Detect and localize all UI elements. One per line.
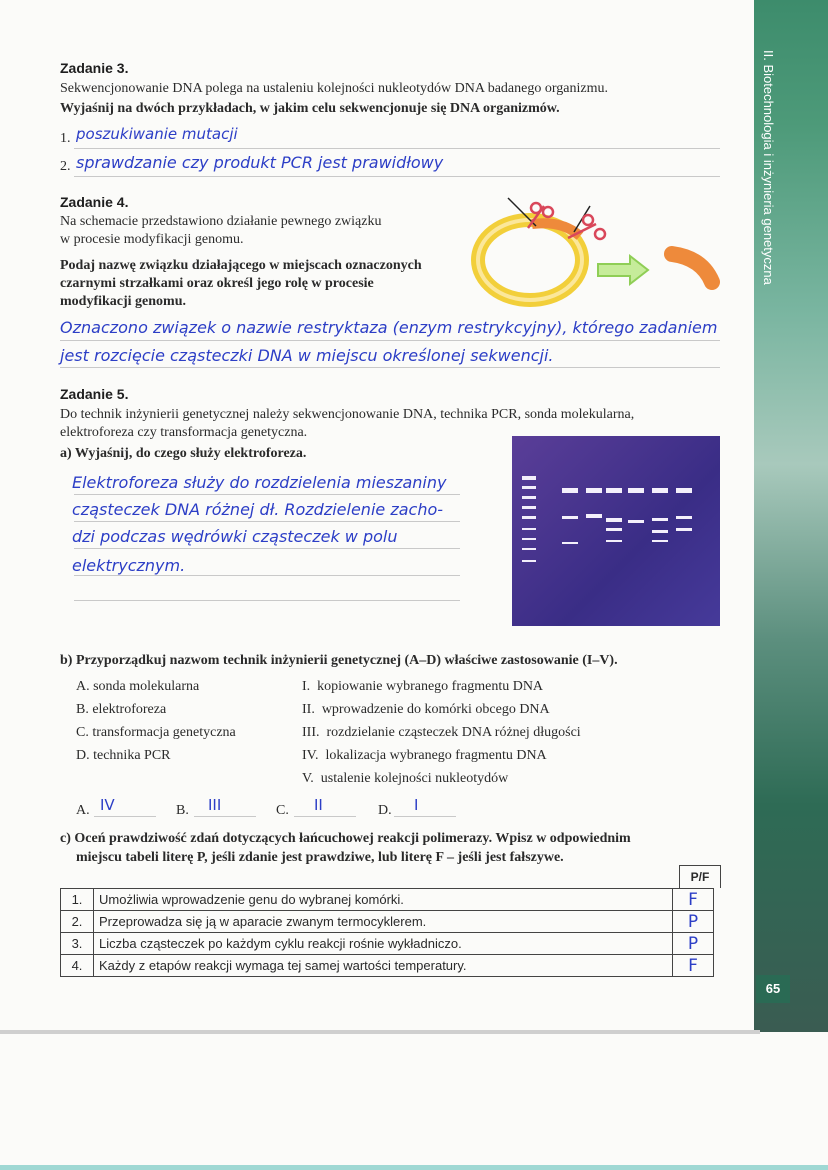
page-shadow — [0, 1030, 760, 1034]
answer-value-b: III — [208, 796, 222, 814]
cut-fragment — [672, 254, 712, 282]
sample-bands — [562, 488, 692, 544]
pf-answer: F — [673, 889, 714, 911]
table-row: 1. Umożliwia wprowadzenie genu do wybranej komórki. F — [61, 889, 714, 911]
z3-answer1: poszukiwanie mutacji — [76, 125, 238, 143]
answer-label-b: B. — [176, 803, 189, 818]
z4-answer1: Oznaczono związek o nazwie restryktaza (enzym restrykcyjny), którego zadaniem — [60, 318, 718, 337]
pf-answer: P — [673, 911, 714, 933]
bottom-strip — [0, 1165, 828, 1170]
use-1: I. kopiowanie wybranego fragmentu DNA — [302, 679, 544, 694]
z3-title: Zadanie 3. — [60, 60, 129, 76]
z4-text2: w procesie modyfikacji genomu. — [60, 232, 244, 247]
z5-question-a: a) Wyjaśnij, do czego służy elektroforeza. — [60, 446, 307, 461]
z3-question: Wyjaśnij na dwóch przykładach, w jakim celu sekwencjonuje się DNA organizmów. — [60, 101, 560, 116]
table-row: 4. Każdy z etapów reakcji wymaga tej samej wartości temperatury. F — [61, 955, 714, 977]
pcr-true-false-table — [60, 888, 714, 977]
answer-label-d: D. — [378, 803, 392, 818]
ladder-bands — [522, 476, 536, 562]
z5-text1: Do technik inżynierii genetycznej należy sekwencjonowanie DNA, technika PCR, sonda molekularna, — [60, 407, 635, 422]
z5-question-c2: miejscu tabeli literę P, jeśli zdanie jest prawdziwe, lub literę F – jeśli jest fałszywe. — [76, 850, 564, 865]
z4-q3: modyfikacji genomu. — [60, 294, 186, 309]
answer-value-d: I — [414, 796, 419, 814]
z5-answer-a1: Elektroforeza służy do rozdzielenia mieszaniny — [72, 473, 447, 492]
z3-text: Sekwencjonowanie DNA polega na ustaleniu kolejności nukleotydów DNA badanego organizmu. — [60, 81, 608, 96]
technique-b: B. elektroforeza — [76, 702, 167, 717]
arrow-right-icon — [598, 256, 648, 284]
pf-answer: F — [673, 955, 714, 977]
technique-a: A. sonda molekularna — [76, 679, 200, 694]
z5-answer-a3: dzi podczas wędrówki cząsteczek w polu — [72, 527, 398, 546]
use-2: II. wprowadzenie do komórki obcego DNA — [302, 702, 550, 717]
z5-question-b: b) Przyporządkuj nazwom technik inżynierii genetycznej (A–D) właściwe zastosowanie (I–V). — [60, 653, 618, 668]
answer-label-c: C. — [276, 803, 289, 818]
z4-text1: Na schemacie przedstawiono działanie pewnego związku — [60, 214, 382, 229]
z5-title: Zadanie 5. — [60, 386, 129, 402]
use-5: V. ustalenie kolejności nukleotydów — [302, 771, 509, 786]
z4-answer2: jest rozcięcie cząsteczki DNA w miejscu określonej sekwencji. — [60, 346, 554, 365]
z5-text2: elektroforeza czy transformacja genetyczna. — [60, 425, 308, 440]
page-number: 65 — [756, 975, 790, 1003]
z5-answer-a2: cząsteczek DNA różnej dł. Rozdzielenie zacho- — [72, 500, 444, 519]
z5-question-c1: c) Oceń prawdziwość zdań dotyczących łańcuchowej reakcji polimerazy. Wpisz w odpowiednim — [60, 831, 631, 846]
electrophoresis-gel-photo — [512, 436, 720, 626]
pf-answer: P — [673, 933, 714, 955]
table-row: 3. Liczba cząsteczek po każdym cyklu reakcji rośnie wykładniczo. P — [61, 933, 714, 955]
z4-title: Zadanie 4. — [60, 194, 129, 210]
use-3: III. rozdzielanie cząsteczek DNA różnej długości — [302, 725, 581, 740]
answer-value-a: IV — [100, 796, 115, 814]
technique-c: C. transformacja genetyczna — [76, 725, 236, 740]
pf-header: P/F — [679, 865, 721, 888]
answer-value-c: II — [314, 796, 323, 814]
table-row: 2. Przeprowadza się ją w aparacie zwanym termocyklerem. P — [61, 911, 714, 933]
z5-answer-a4: elektrycznym. — [72, 556, 186, 575]
z3-answer2: sprawdzanie czy produkt PCR jest prawidłowy — [76, 153, 444, 172]
z4-q1: Podaj nazwę związku działającego w miejscach oznaczonych — [60, 258, 422, 273]
answer-label-a: A. — [76, 803, 90, 818]
technique-d: D. technika PCR — [76, 748, 171, 763]
restriction-diagram — [470, 188, 730, 318]
z3-num2: 2. — [60, 159, 71, 174]
z4-q2: czarnymi strzałkami oraz określ jego rolę w procesie — [60, 276, 374, 291]
z3-num1: 1. — [60, 131, 71, 146]
use-4: IV. lokalizacja wybranego fragmentu DNA — [302, 748, 547, 763]
chapter-title: II. Biotechnologia i inżynieria genetyczna — [761, 50, 776, 285]
